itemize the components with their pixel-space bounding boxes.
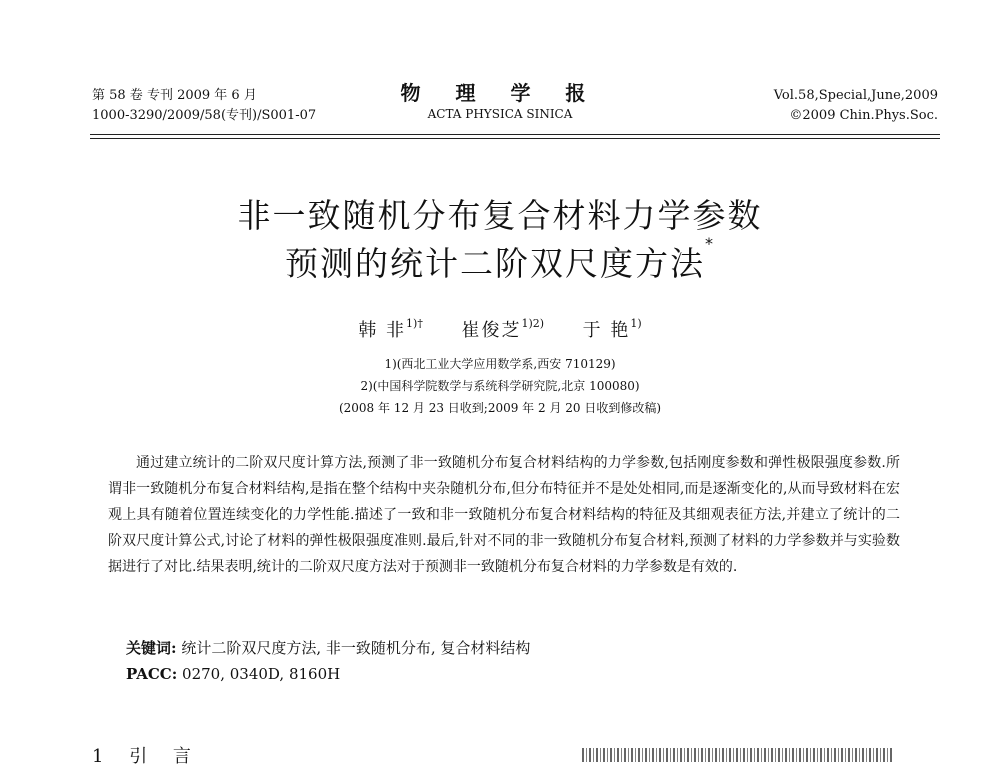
header-right [774,86,938,126]
header-rule-thin [90,138,940,139]
affiliation-2: 2)(中国科学院数学与系统科学研究院,北京 100080) [360,379,640,393]
section-number: 1 [92,746,114,767]
journal-name-cn: 物 理 学 报 [400,81,600,105]
author-affil-mark: 1) [630,317,642,330]
pacc-label: PACC: [126,665,178,683]
author-name: 崔俊芝 [461,320,522,341]
header-left [92,86,316,126]
volume-issue: 第 58 卷 专刊 2009 年 6 月 [92,88,257,103]
author-affil-mark: 1)† [406,317,423,330]
section-heading [92,742,201,768]
copyright: ©2009 Chin.Phys.Soc. [789,108,938,123]
journal-name-en: ACTA PHYSICA SINICA [427,107,573,121]
author-name: 于 艳 [582,320,631,341]
author-name: 韩 非 [358,320,407,341]
pacc [126,664,340,684]
article-code: 1000-3290/2009/58(专刊)/S001-07 [92,108,317,123]
title-footnote-mark: * [705,234,715,253]
pacc-value: 0270, 0340D, 8160H [182,665,341,683]
affiliation-1: 1)(西北工业大学应用数学系,西安 710129) [384,357,616,371]
keywords-value: 统计二阶双尺度方法, 非一致随机分布, 复合材料结构 [181,639,531,657]
received-dates: (2008 年 12 月 23 日收到;2009 年 2 月 20 日收到修改稿) [338,401,662,415]
section-title: 引 言 [129,746,201,767]
header-rule-thick [90,134,940,135]
paper-title-line2 [100,234,900,285]
paper-title-line2-text: 预测的统计二阶双尺度方法 [285,244,705,283]
paper-title-line1: 非一致随机分布复合材料力学参数 [237,196,763,235]
author-affil-mark: 1)2) [521,317,545,330]
volume-info-en: Vol.58,Special,June,2009 [773,88,938,103]
author-list [200,316,800,342]
journal-name [380,80,620,122]
keywords [126,638,530,658]
abstract: 通过建立统计的二阶双尺度计算方法,预测了非一致随机分布复合材料结构的力学参数,包括刚度参数和弹性极限强度参数.所谓非一致随机分布复合材料结构,是指在整个结构中夹杂随机分布,但分布特征并不是处处相同,而是逐渐变化的,从而导致材料在宏观上具有随着位置连续变化的力学性能.描述了一致和非一致随机分布复合材料结构的特征及其细观表征方法,并建立了统计的二阶双尺度计算公式,讨论了材料的弹性极限强度准则.最后,针对不同的非一致随机分布复合材料,预测了材料的力学参数并与实验数据进行了对比.结果表明,统计的二阶双尺度方法对于预测非一致随机分布复合材料的力学参数是有效的. [108,455,900,575]
keywords-label: 关键词: [126,639,177,657]
